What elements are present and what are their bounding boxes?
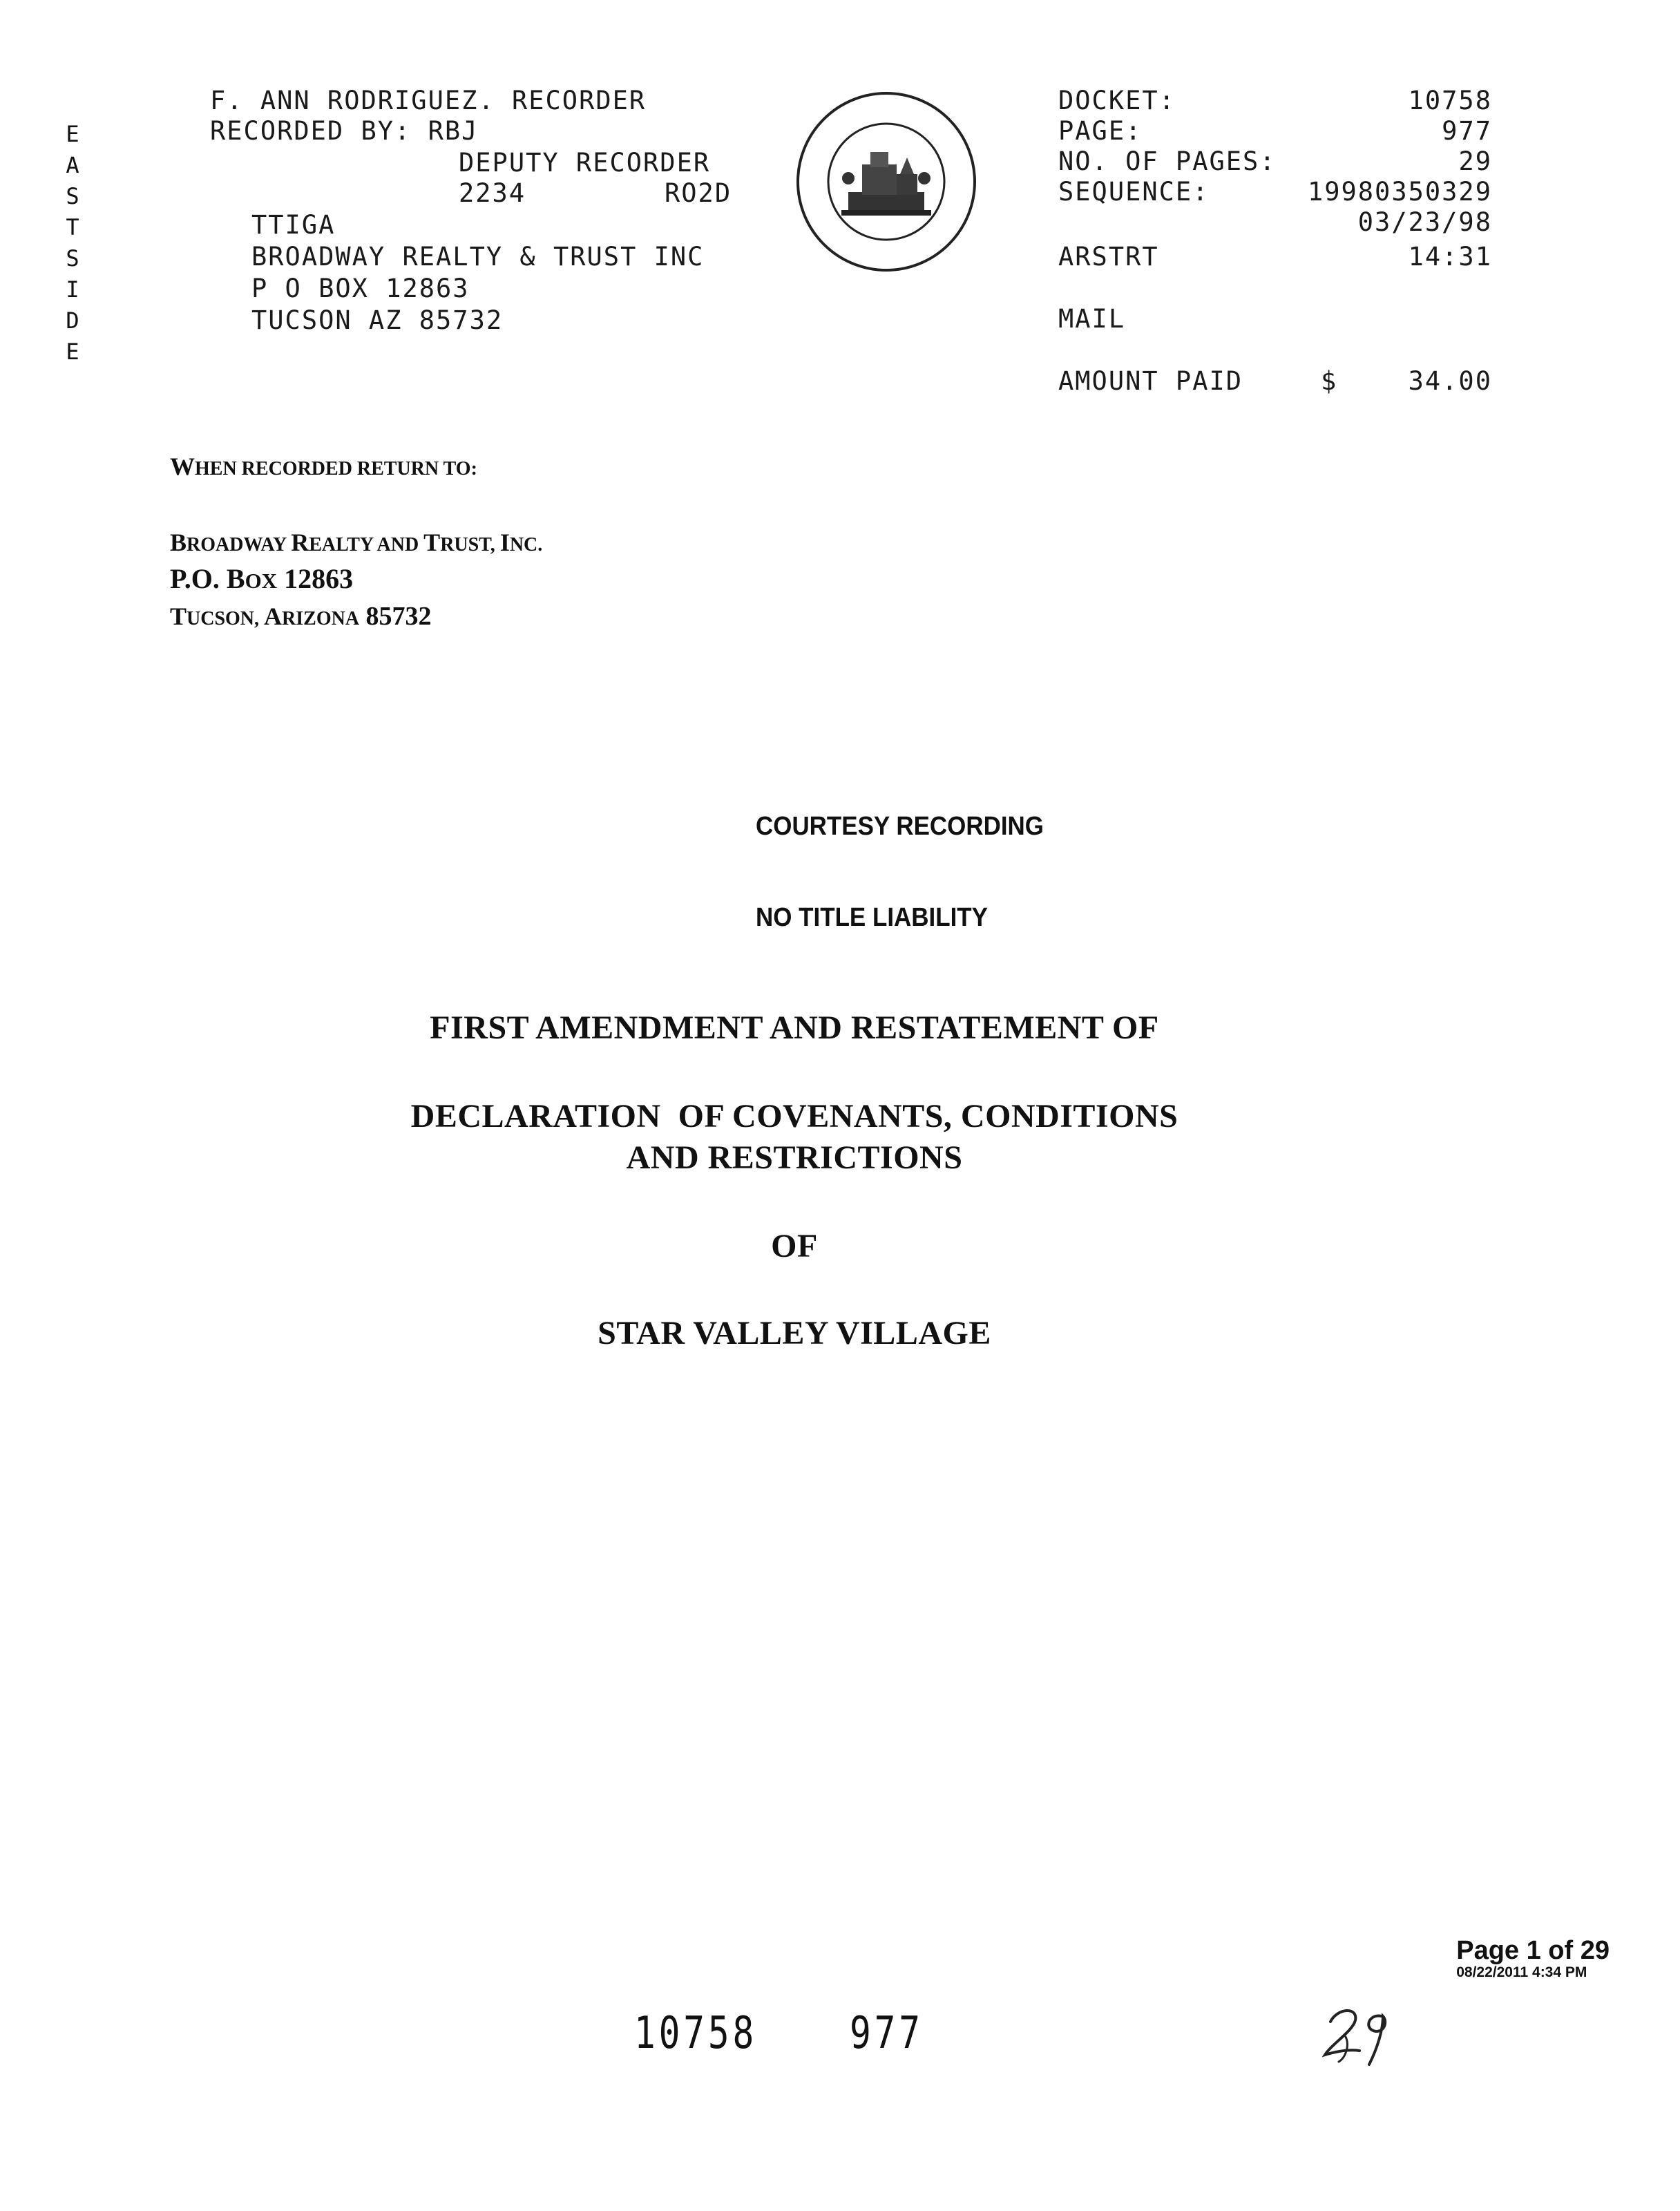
smallcaps-rest: HEN RECORDED RETURN TO: — [195, 458, 477, 480]
footer-docket-number: 10758 — [634, 2008, 758, 2059]
smallcaps-initial: R — [291, 529, 309, 556]
stamp-line: COURTESY RECORDING — [756, 812, 1044, 841]
docket-value: 10758 — [1408, 86, 1492, 115]
document-title-line: FIRST AMENDMENT AND RESTATEMENT OF — [430, 1009, 1159, 1046]
smallcaps-rest: ROADWAY — [187, 534, 292, 556]
po-box-prefix: P.O. B — [170, 563, 245, 594]
recorder-code: RO2D — [665, 178, 732, 208]
smallcaps-initial: W — [170, 453, 195, 480]
stamp-line: NO TITLE LIABILITY — [756, 903, 988, 932]
document-title-line: OF — [771, 1228, 818, 1264]
footer-page-number: 977 — [850, 2008, 924, 2059]
amount-paid-label: AMOUNT PAID — [1058, 366, 1243, 396]
page-indicator — [1456, 1936, 1610, 1981]
smallcaps-initial: I — [499, 529, 510, 556]
handwritten-page-count — [1312, 1983, 1395, 2059]
mail-label: MAIL — [1058, 304, 1126, 334]
side-letter: S — [66, 183, 79, 209]
smallcaps-rest: RIZONA — [282, 608, 360, 629]
side-letter: I — [66, 276, 79, 303]
city-zip: 85732 — [359, 602, 432, 631]
document-title-line: AND RESTRICTIONS — [626, 1139, 963, 1176]
recorder-ref: TTIGA — [251, 210, 336, 240]
pima-county-seal — [788, 76, 974, 263]
po-box-smallcaps: OX — [245, 569, 278, 593]
document-title-line: DECLARATION OF COVENANTS, CONDITIONS — [410, 1098, 1178, 1135]
page-label: PAGE: — [1058, 116, 1143, 146]
smallcaps-initial: T — [170, 602, 187, 630]
recorder-city: TUCSON AZ 85732 — [251, 305, 504, 335]
currency-symbol: $ — [1321, 366, 1338, 396]
deputy-recorder: DEPUTY RECORDER — [459, 148, 711, 178]
side-letter: S — [66, 245, 79, 272]
courtesy-recording-stamp — [756, 750, 1044, 963]
page-of-total: Page 1 of 29 — [1456, 1936, 1610, 1965]
docket-label: DOCKET: — [1058, 86, 1176, 115]
smallcaps-rest: UCSON, — [187, 608, 265, 629]
return-to-city — [170, 601, 432, 632]
smallcaps-rest: NC. — [509, 534, 543, 556]
recorder-company: BROADWAY REALTY & TRUST INC — [251, 242, 705, 272]
side-letter: D — [66, 307, 79, 334]
record-time: 14:31 — [1408, 242, 1492, 272]
side-letter: E — [66, 339, 79, 365]
smallcaps-rest: EALTY AND — [309, 534, 424, 556]
smallcaps-initial: A — [264, 602, 283, 630]
recorder-po-box: P O BOX 12863 — [251, 274, 470, 303]
document-title-line: STAR VALLEY VILLAGE — [598, 1315, 991, 1351]
return-to-po-box — [170, 562, 353, 595]
page-value: 977 — [1442, 116, 1492, 146]
amount-paid-value: 34.00 — [1408, 366, 1492, 396]
no-of-pages-label: NO. OF PAGES: — [1058, 146, 1277, 176]
recorder-name: F. ANN RODRIGUEZ. RECORDER — [210, 86, 647, 115]
vertical-eastside-label — [62, 119, 83, 368]
smallcaps-initial: T — [423, 529, 441, 556]
record-date: 03/23/98 — [1357, 207, 1492, 237]
side-letter: A — [66, 152, 79, 178]
side-letter: E — [66, 121, 79, 147]
recorded-by: RECORDED BY: RBJ — [210, 116, 479, 146]
po-box-number: 12863 — [277, 563, 354, 594]
return-to-name — [170, 528, 542, 557]
arstrt-label: ARSTRT — [1058, 242, 1159, 272]
side-letter: T — [66, 214, 79, 240]
smallcaps-initial: B — [170, 529, 187, 556]
no-of-pages-value: 29 — [1458, 146, 1492, 176]
print-timestamp: 08/22/2011 4:34 PM — [1456, 1964, 1587, 1980]
return-to-heading — [170, 452, 477, 481]
sequence-value: 19980350329 — [1307, 177, 1492, 207]
recorder-code: 2234 — [459, 178, 526, 208]
smallcaps-rest: RUST, — [440, 534, 500, 556]
sequence-label: SEQUENCE: — [1058, 177, 1210, 207]
